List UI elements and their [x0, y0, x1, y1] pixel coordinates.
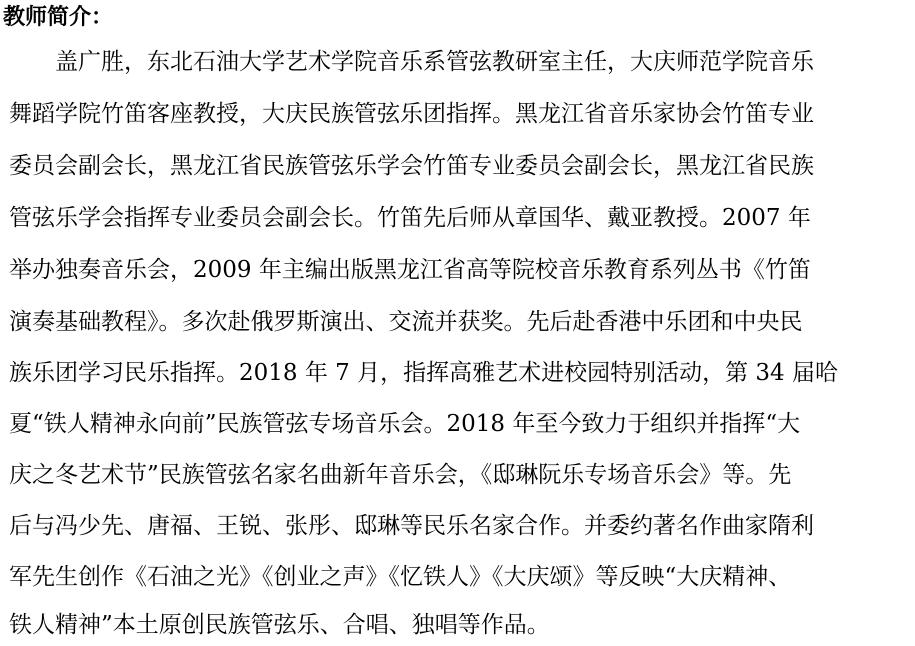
paragraph-line: 举办独奏音乐会，2009 年主编出版黑龙江省高等院校音乐教育系列丛书《竹笛 [9, 257, 811, 283]
paragraph-line: 管弦乐学会指挥专业委员会副会长。竹笛先后师从章国华、戴亚教授。2007 年 [9, 205, 811, 231]
paragraph-line: 夏“铁人精神永向前”民族管弦专场音乐会。2018 年至今致力于组织并指挥“大 [9, 411, 801, 437]
paragraph-line: 舞蹈学院竹笛客座教授，大庆民族管弦乐团指挥。黑龙江省音乐家协会竹笛专业 [9, 101, 814, 127]
paragraph-line: 委员会副会长，黑龙江省民族管弦乐学会竹笛专业委员会副会长，黑龙江省民族 [9, 153, 814, 179]
section-heading: 教师简介： [3, 4, 114, 30]
paragraph-line: 铁人精神”本土原创民族管弦乐、合唱、独唱等作品。 [9, 612, 550, 638]
paragraph-line: 军先生创作《石油之光》《创业之声》《忆铁人》《大庆颂》等反映“大庆精神、 [9, 564, 792, 590]
paragraph-line: 族乐团学习民乐指挥。2018 年 7 月，指挥高雅艺术进校园特别活动，第 34 届哈 [9, 360, 838, 386]
paragraph-line: 庆之冬艺术节”民族管弦名家名曲新年音乐会，《邸琳阮乐专场音乐会》等。先 [9, 462, 792, 488]
paragraph-line: 后与冯少先、唐福、王锐、张彤、邸琳等民乐名家合作。并委约著名作曲家隋利 [9, 513, 814, 539]
paragraph-line: 演奏基础教程》。多次赴俄罗斯演出、交流并获奖。先后赴香港中乐团和中央民 [9, 309, 803, 335]
paragraph-line: 盖广胜，东北石油大学艺术学院音乐系管弦教研室主任，大庆师范学院音乐 [9, 49, 814, 75]
